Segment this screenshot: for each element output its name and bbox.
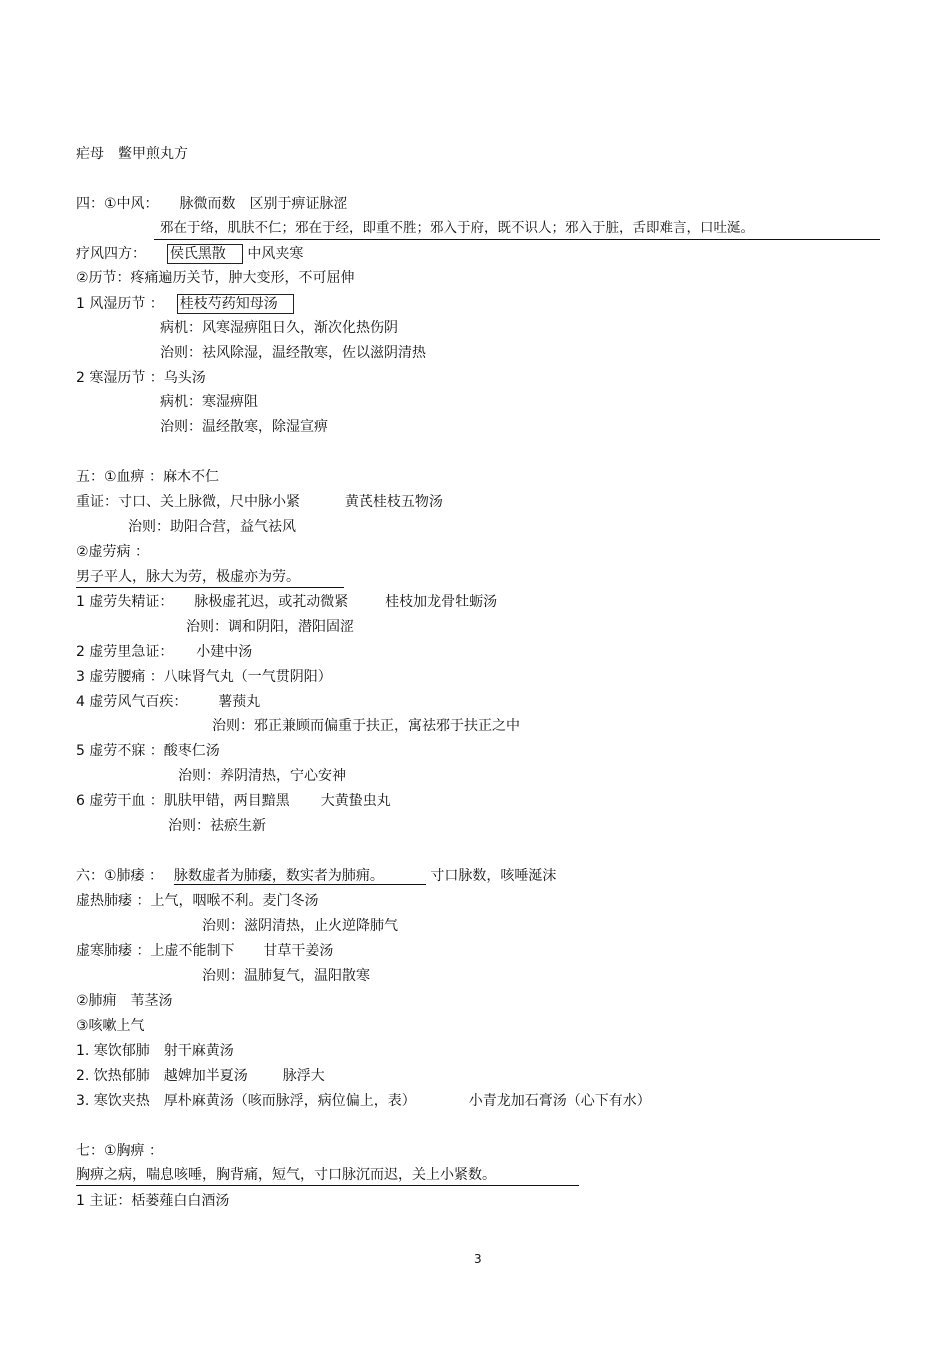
section-heading: 七：①胸痹 ： [76,1143,164,1159]
text-line [76,643,252,661]
text-line: 治则：祛风除湿，温经散寒，佐以滋阴清热 [160,345,426,361]
text-span: 脉极虚芤迟，或芤动微紧 [194,594,349,610]
text-line [76,294,294,312]
text-line: 3 虚劳腰痛 ：八味肾气丸（一气贯阴阳） [76,669,332,685]
text-span: 虚寒肺痿 ：上虚不能制下 [76,943,235,959]
text-line: 5 虚劳不寐 ：酸枣仁汤 [76,743,220,759]
section-heading: 五：①血痹 ：麻木不仁 [76,469,220,485]
section-heading [76,195,347,213]
underlined-text: 脉数虚者为肺痿，数实者为肺痈。 [174,868,426,885]
text-line: 疟母 鳖甲煎丸方 [76,146,188,162]
text-span: 疗风四方： [76,246,146,262]
text-line [76,942,333,960]
text-line: 1 主证：栝蒌薤白白酒汤 [76,1193,230,1209]
text-line: 虚热肺痿 ：上气，咽喉不利。麦门冬汤 [76,893,319,909]
text-line [76,792,391,810]
text-span: 重证：寸口、关上脉微，尺中脉小紧 [76,494,300,510]
text-line: 治则：调和阴阳，潜阳固涩 [186,619,354,635]
text-line [76,1067,325,1085]
text-span: 大黄蛰虫丸 [320,793,391,809]
text-span: 6 虚劳干血 ：肌肤甲错，两目黯黑 [76,793,290,809]
text-line: 2 寒湿历节 ：乌头汤 [76,370,206,386]
section-heading [76,867,556,885]
text-span: 六：①肺痿 ： [76,868,164,884]
text-line: 1. 寒饮郁肺 射干麻黄汤 [76,1043,234,1059]
text-span: 1 虚劳失精证： [76,594,174,610]
text-line: 胸痹之病，喘息咳唾，胸背痛，短气，寸口脉沉而迟，关上小紧数。 [76,1167,496,1183]
text-line: 治则：养阴清热，宁心安神 [178,768,346,784]
text-span: 寸口脉数，咳唾涎沫 [430,868,557,884]
text-line: 邪在于络，肌肤不仁；邪在于经，即重不胜；邪入于府，既不识人；邪入于脏，舌即难言，口吐涎。 [160,220,754,236]
text-span: 小建中汤 [196,644,253,660]
text-line [76,593,497,611]
text-line: 病机：风寒湿痹阻日久，渐次化热伤阴 [160,320,398,336]
text-line: 治则：祛瘀生新 [168,818,266,834]
text-span: 2. 饮热郁肺 越婢加半夏汤 [76,1068,248,1084]
boxed-prescription: 侯氏黑散 [167,244,243,264]
text-line [76,493,443,511]
underline [154,239,880,240]
text-line: 治则：滋阴清热，止火逆降肺气 [202,918,398,934]
text-span: 甘草干姜汤 [263,943,334,959]
text-line: 男子平人，脉大为劳，极虚亦为劳。 [76,569,300,585]
boxed-prescription: 桂枝芍药知母汤 [177,294,294,314]
heading-label: 四：①中风： [76,196,159,212]
text-span: 1 风湿历节 ： [76,296,164,312]
underline [76,1185,579,1186]
text-span: 4 虚劳风气百疾： [76,694,188,710]
text-line: ②肺痈 苇茎汤 [76,993,173,1009]
text-line [76,1092,651,1110]
text-line: 病机：寒湿痹阻 [160,394,258,410]
page-number: 3 [474,1252,482,1266]
text-line [76,693,260,711]
text-line: ②历节：疼痛遍历关节，肿大变形，不可屈伸 [76,270,355,286]
text-line: 治则：邪正兼顾而偏重于扶正，寓祛邪于扶正之中 [212,718,520,734]
text-span: 脉浮大 [282,1068,325,1084]
text-span: 3. 寒饮夹热 厚朴麻黄汤（咳而脉浮，病位偏上，表） [76,1093,416,1109]
text-line [76,244,303,262]
text-span: 薯蓣丸 [218,694,261,710]
text-line: 治则：温经散寒，除湿宣痹 [160,419,328,435]
text-line: ③咳嗽上气 [76,1018,145,1034]
underline [76,587,344,588]
text-line: ②虚劳病 ： [76,544,150,560]
text-span: 中风夹寒 [247,246,304,262]
text-span: 2 虚劳里急证： [76,644,174,660]
text-span: 脉微而数 区别于痹证脉涩 [179,196,348,212]
text-span: 桂枝加龙骨牡蛎汤 [385,594,498,610]
text-line: 治则：温肺复气，温阳散寒 [202,968,370,984]
text-line: 治则：助阳合营，益气祛风 [128,519,296,535]
text-span: 黄芪桂枝五物汤 [344,494,443,510]
text-span: 小青龙加石膏汤（心下有水） [468,1093,651,1109]
